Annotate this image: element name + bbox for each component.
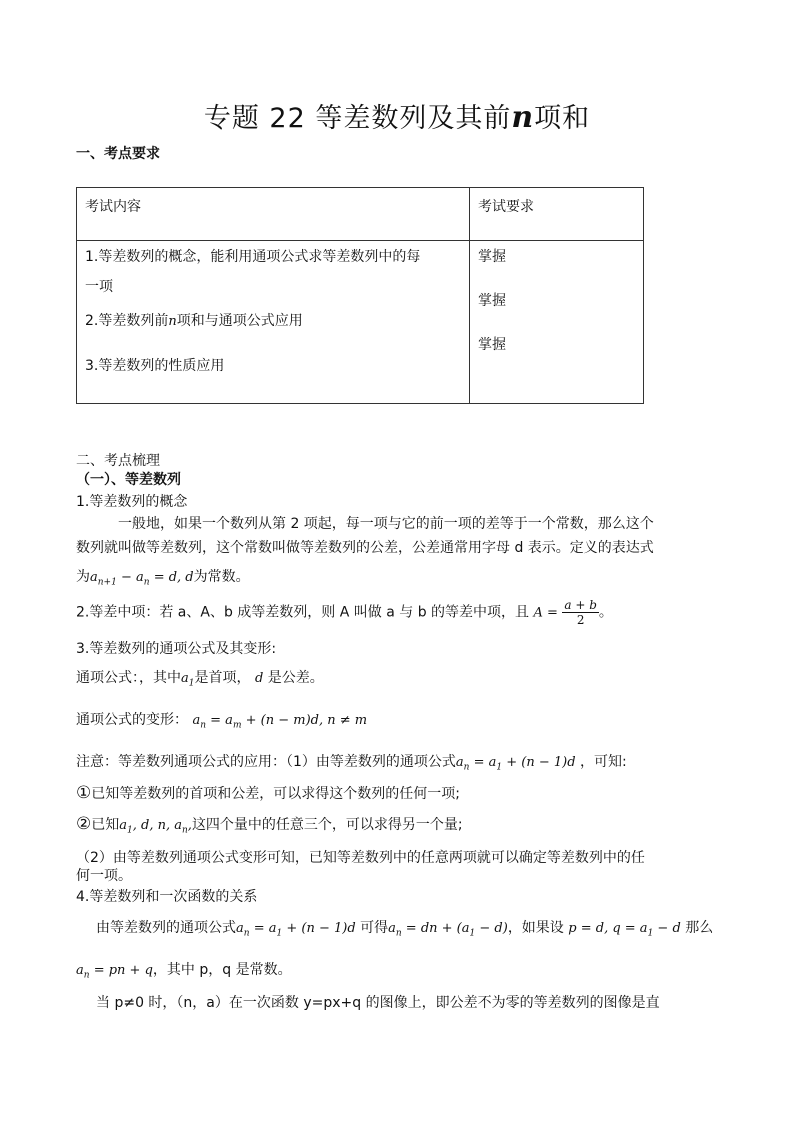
paragraph-1-title: 1.等差数列的概念 — [76, 494, 188, 510]
table-item-1: 1.等差数列的概念，能利用通项公式求等差数列中的每 — [85, 249, 421, 265]
table-item-1-cont: 一项 — [85, 279, 113, 295]
table-item-3: 3.等差数列的性质应用 — [85, 358, 225, 374]
p3-line1-post: 是公差。 — [267, 670, 324, 686]
note-case-1-text: 已知等差数列的首项和公差，可以求得这个数列的任何一项; — [91, 786, 460, 802]
note-post: ，可知: — [580, 754, 627, 770]
p4-substitution: p = d, $q = a_1 - d$ — [568, 921, 681, 939]
four-quantities: $a_1$, d, n, $a_n$, — [119, 818, 192, 836]
title-prefix: 专题 22 等差数列及其前 — [203, 103, 512, 134]
note-case-2-post: 这四个量中的任意三个，可以求得另一个量; — [191, 817, 463, 833]
paragraph-4-line-2 — [76, 960, 292, 986]
table-header-requirement: 考试要求 — [470, 188, 644, 241]
table-requirement-cell — [470, 241, 644, 404]
p4-line1-mid1: 可得 — [360, 920, 389, 936]
difference-symbol: d — [254, 671, 264, 686]
first-term-symbol: $a_1$ — [181, 671, 195, 689]
paragraph-1-line-1: 一般地，如果一个数列从第 2 项起，每一项与它的前一项的差等于一个常数，那么这个 — [118, 516, 654, 532]
p1-line3-post: 为常数。 — [193, 569, 250, 585]
p4-line1-post: 那么 — [685, 920, 714, 936]
paragraph-4-line-3: 当 p≠0 时，（n，a）在一次函数 y=px+q 的图像上，即公差不为零的等差数列的图像是直 — [96, 995, 660, 1011]
general-term-formula: $a_n = a_1 + (n - 1)d$ — [455, 755, 576, 773]
section-heading-1: 一、考点要求 — [76, 146, 160, 162]
midterm-formula: A = — [533, 605, 558, 621]
note-case-2 — [76, 814, 463, 841]
page-title — [0, 96, 794, 135]
general-term-variant-formula: $a_n = a_m + (n - m)d$, n ≠ m — [192, 713, 368, 731]
definition-formula: $a_{n+1} - a_n = d$, d — [90, 570, 194, 588]
note-2-line-2: 何一项。 — [76, 868, 132, 884]
p3-line2-pre: 通项公式的变形： — [76, 712, 188, 728]
p1-line3-pre: 为 — [76, 569, 90, 585]
paragraph-4-title: 4.等差数列和一次函数的关系 — [76, 889, 258, 905]
p4-linear-form: $a_n$ = dn + $(a_1 - d)$ — [388, 921, 508, 939]
title-suffix: 项和 — [534, 103, 591, 134]
table-item-2-var: n — [168, 314, 177, 329]
table-header-content: 考试内容 — [77, 188, 470, 241]
table-requirement-3: 掌握 — [478, 337, 506, 353]
table-item-2-b: 项和与通项公式应用 — [176, 313, 303, 329]
paragraph-2 — [76, 598, 613, 628]
p2-post: 。 — [598, 604, 613, 621]
paragraph-1-line-3 — [76, 567, 250, 593]
p2-text: 2.等差中项：若 a、A、b 成等差数列，则 A 叫做 a 与 b 的等差中项，且 — [76, 604, 530, 621]
circled-two-icon: ② — [76, 814, 92, 834]
section-heading-2: 二、考点梳理 — [76, 453, 160, 469]
table-item-2-a: 2.等差数列前 — [85, 313, 169, 329]
table-content-cell — [77, 241, 470, 404]
paragraph-1-line-2: 数列就叫做等差数列，这个常数叫做等差数列的公差，公差通常用字母 d 表示。定义的表达式 — [76, 540, 654, 556]
table-row — [77, 241, 644, 404]
circled-one-icon: ① — [76, 783, 92, 803]
note-pre: 注意：等差数列通项公式的应用：（1）由等差数列的通项公式 — [76, 754, 456, 770]
p4-line1-mid2: ，如果设 — [507, 920, 564, 936]
p4-general-term: $a_n = a_1 + (n - 1)d$ — [236, 921, 356, 939]
table-requirement-1: 掌握 — [478, 249, 506, 265]
title-variable: n — [511, 100, 535, 135]
p3-line1-mid: 是首项， — [194, 670, 251, 686]
p4-line2-post: ，其中 p，q 是常数。 — [152, 962, 292, 978]
note-2-line-1: （2）由等差数列通项公式变形可知，已知等差数列中的任意两项就可以确定等差数列中的任 — [76, 850, 645, 866]
table-header-row — [77, 188, 644, 241]
paragraph-4-line-1 — [96, 918, 713, 944]
paragraph-3-title: 3.等差数列的通项公式及其变形: — [76, 641, 277, 657]
requirements-table — [76, 187, 644, 404]
paragraph-3-line-2 — [76, 710, 367, 736]
p3-line1-pre: 通项公式：，其中 — [76, 670, 181, 686]
midterm-fraction: $\frac{a + b}{2}$ — [564, 598, 597, 627]
subsection-heading-1: （一）、等差数列 — [76, 472, 181, 488]
table-item-2 — [85, 311, 461, 332]
p4-line1-pre: 由等差数列的通项公式 — [96, 920, 236, 936]
paragraph-3-line-1 — [76, 668, 324, 694]
table-requirement-2: 掌握 — [478, 293, 506, 309]
note-case-2-pre: 已知 — [91, 817, 120, 833]
p4-linear-function: $a_n$ = pn + q — [76, 963, 153, 981]
note-case-1 — [76, 783, 460, 804]
note-line — [76, 752, 627, 778]
